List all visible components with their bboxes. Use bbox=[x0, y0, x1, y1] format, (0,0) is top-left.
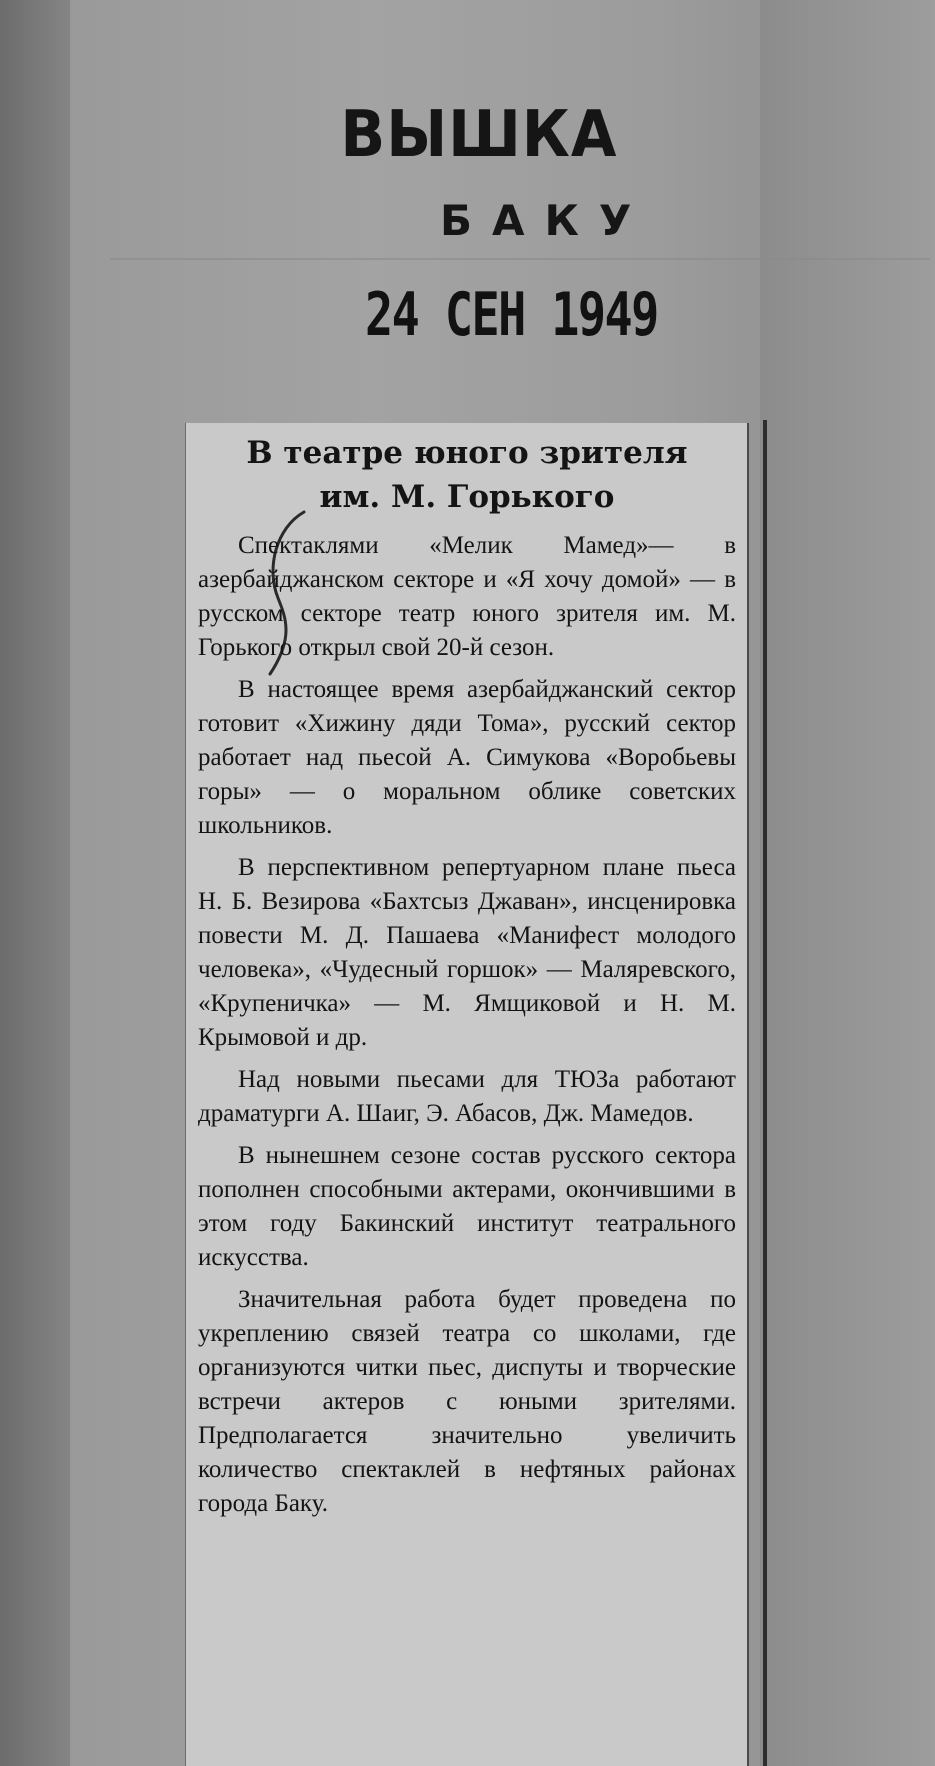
newspaper-masthead bbox=[330, 98, 618, 172]
newspaper-name: ВЫШКА bbox=[340, 98, 618, 172]
article-paragraph: В перспективном репертуарном плане пьеса Н. Б. Везирова «Бахтсыз Джаван», инсценировка повести М. Д. Пашаева «Манифест молодого человека», «Чудесный горшок» — Маляревского, «Крупеничка» — М. Ямщиковой и Н. М. Крымовой и др. bbox=[198, 854, 736, 1051]
ghost-divider-line bbox=[110, 258, 930, 260]
article-paragraph: Значительная работа будет проведена по укреплению связей театра со школами, где организуются читки пьес, диспуты и творческие встречи актеров с юными зрителями. Предполагается значительно увеличить количество спектаклей в нефтяных районах города Баку. bbox=[198, 1286, 736, 1517]
article-paragraph: Спектаклями «Мелик Мамед»— в азербайджанском секторе и «Я хочу домой» — в русском секторе театр юного зрителя им. М. Горького открыл свой 20-й сезон. bbox=[198, 532, 736, 661]
newspaper-city: БАКУ bbox=[440, 196, 652, 245]
article-paragraph: В нынешнем сезоне состав русского сектора пополнен способными актерами, окончившими в этом году Бакинский институт театрального искусства. bbox=[198, 1142, 736, 1271]
date-stamp: 24 СЕН 1949 bbox=[365, 280, 658, 350]
sheet-fold-shadow bbox=[0, 0, 70, 1766]
headline-line: В театре юного зрителя bbox=[246, 435, 688, 471]
newspaper-clipping bbox=[186, 423, 747, 1766]
article-headline bbox=[198, 431, 736, 519]
article-paragraph: В настоящее время азербайджанский сектор готовит «Хижину дяди Тома», русский сектор работает над пьесой А. Симукова «Воробьевы горы» — о моральном облике советских школьников. bbox=[198, 676, 736, 839]
article-paragraph: Над новыми пьесами для ТЮЗа работают драматурги А. Шаиг, Э. Абасов, Дж. Мамедов. bbox=[198, 1066, 736, 1127]
headline-line: им. М. Горького bbox=[319, 479, 615, 515]
clipping-edge-shadow bbox=[763, 420, 767, 1766]
article bbox=[198, 431, 736, 1529]
